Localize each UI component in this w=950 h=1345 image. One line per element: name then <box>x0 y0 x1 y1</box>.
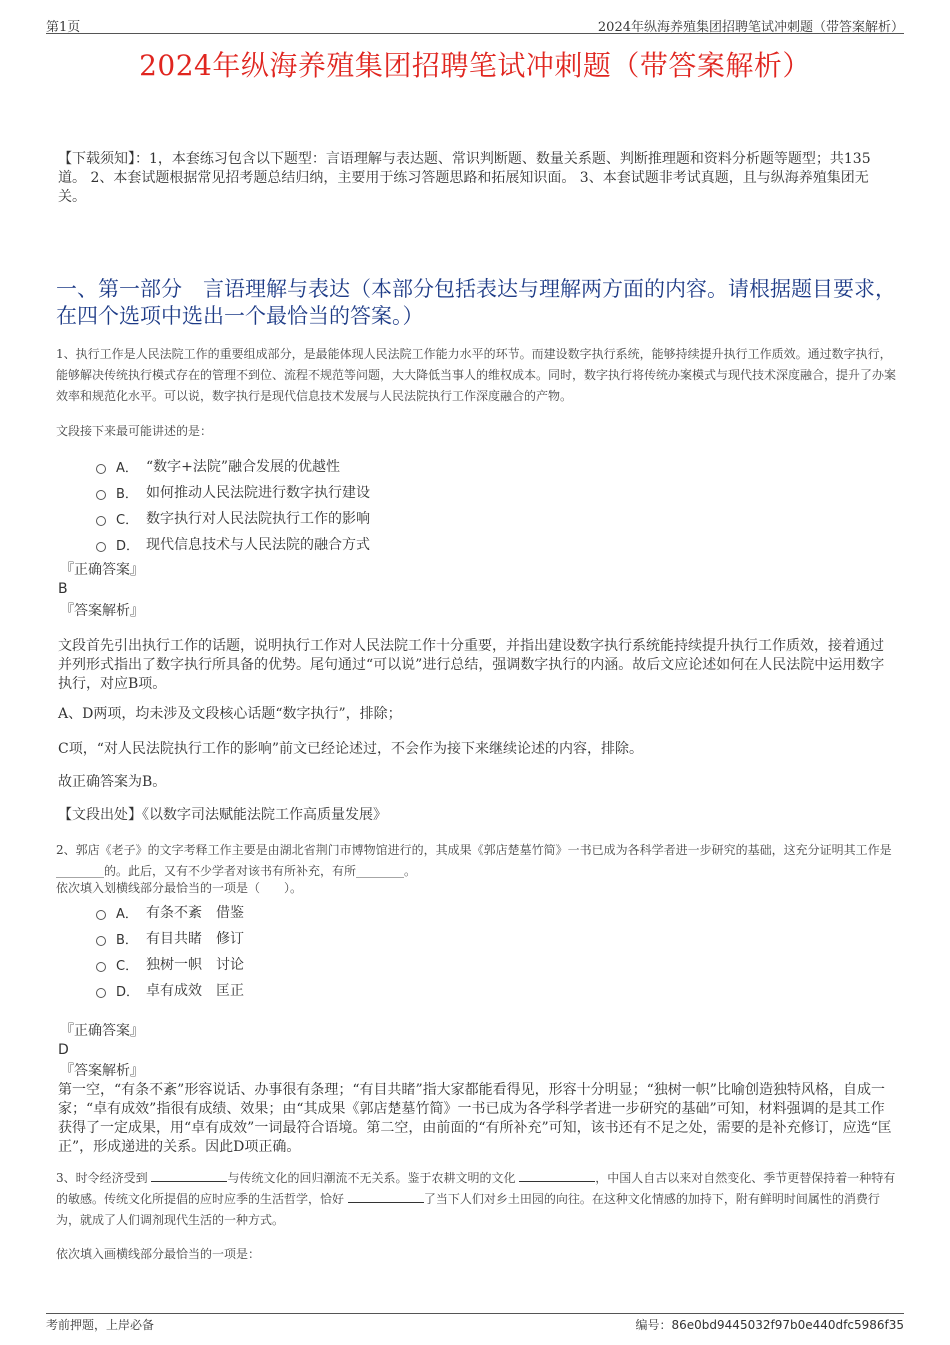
analysis-label: 『答案解析』 <box>60 1063 144 1079</box>
page-number: 第1页 <box>46 20 81 35</box>
option-c[interactable]: C． 独树一帜 讨论 <box>96 951 696 977</box>
question-3-prompt: 依次填入画横线部分最恰当的一项是： <box>56 1247 261 1261</box>
radio-icon[interactable] <box>96 936 106 946</box>
question-1-text: 1、执行工作是人民法院工作的重要组成部分，是最能体现人民法院工作能力水平的环节。而建设数字执行系统，能够持续提升执行工作质效。通过数字执行，能够解决传统执行模式存在的管理不到位、流程不规范等问题，大大降低当事人的维权成本。同时，数字执行将传统办案模式与现代技术深度融合，提升了办案效率和规范化水平。可以说，数字执行是现代信息技术发展与人民法院执行工作深度融合的产物。 <box>56 347 897 403</box>
question-3-text: 3、时令经济受到 与传统文化的回归潮流不无关系。鉴于农耕文明的文化 ，中国人自古以来对自然变化、季节更替保持着一种特有的敏感。传统文化所提倡的应时应季的生活哲学，恰好 了当下人们对乡土田园的向往。在这种文化情感的加持下，附有鲜明时间属性的消费行为，就成了人们调剂现代生活的一种方式。 <box>56 1171 896 1227</box>
analysis-label: 『答案解析』 <box>60 603 144 619</box>
radio-icon[interactable] <box>96 464 106 474</box>
answer-label: 『正确答案』 <box>60 562 144 578</box>
radio-icon[interactable] <box>96 490 106 500</box>
answer-value: B <box>58 581 68 597</box>
blank-line <box>348 1190 424 1203</box>
document-code: 编号：86e0bd9445032f97b0e440dfc5986f35 <box>635 1318 904 1332</box>
option-b[interactable]: B． 如何推动人民法院进行数字执行建设 <box>96 479 696 505</box>
question-1-prompt: 文段接下来最可能讲述的是： <box>56 424 213 438</box>
radio-icon[interactable] <box>96 516 106 526</box>
option-d[interactable]: D． 现代信息技术与人民法院的融合方式 <box>96 531 696 557</box>
question-1-options <box>96 453 696 557</box>
option-c[interactable]: C． 数字执行对人民法院执行工作的影响 <box>96 505 696 531</box>
source-citation: 【文段出处】《以数字司法赋能法院工作高质量发展》 <box>58 807 387 823</box>
answer-label: 『正确答案』 <box>60 1023 144 1039</box>
option-a[interactable]: A． “数字+法院”融合发展的优越性 <box>96 453 696 479</box>
blank-line <box>151 1169 227 1182</box>
analysis-paragraph: 故正确答案为B。 <box>58 774 167 790</box>
blank-line <box>519 1169 595 1182</box>
download-notice: 【下载须知】：1，本套练习包含以下题型：言语理解与表达题、常识判断题、数量关系题、判断推理题和资料分析题等题型；共135道。 2、本套试题根据常见招考题总结归纳，主要用于练习答题思路和拓展知识面。 3、本套试题非考试真题，且与纵海养殖集团无关。 <box>58 151 871 205</box>
answer-value: D <box>58 1042 69 1058</box>
option-b[interactable]: B． 有目共睹 修订 <box>96 925 696 951</box>
analysis-paragraph: C项，“对人民法院执行工作的影响”前文已经论述过，不会作为接下来继续论述的内容，排除。 <box>58 741 644 757</box>
footer-slogan: 考前押题，上岸必备 <box>46 1318 155 1332</box>
radio-icon[interactable] <box>96 962 106 972</box>
radio-icon[interactable] <box>96 910 106 920</box>
analysis-paragraph: A、D两项，均未涉及文段核心话题“数字执行”，排除； <box>58 706 402 722</box>
option-a[interactable]: A． 有条不紊 借鉴 <box>96 899 696 925</box>
radio-icon[interactable] <box>96 542 106 552</box>
header-title: 2024年纵海养殖集团招聘笔试冲刺题（带答案解析） <box>597 20 904 35</box>
analysis-paragraph: 文段首先引出执行工作的话题，说明执行工作对人民法院工作十分重要，并指出建设数字执行系统能持续提升执行工作质效，接着通过并列形式指出了数字执行所具备的优势。尾句通过“可以说”进行总结，强调数字执行的内涵。故后文应论述如何在人民法院中运用数字执行，对应B项。 <box>58 638 885 692</box>
radio-icon[interactable] <box>96 988 106 998</box>
analysis-paragraph: 第一空，“有条不紊”形容说话、办事很有条理；“有目共睹”指大家都能看得见，形容十分明显；“独树一帜”比喻创造独特风格，自成一家；“卓有成效”指很有成绩、效果；由“其成果《郭店楚墓竹简》一书已成为各学科学者进一步研究的基础”可知，材料强调的是其工作获得了一定成果，用“卓有成效”一词最符合语境。第二空，由前面的“有所补充”可知，该书还有不足之处，需要的是补充修订，应选“匡正”，形成递进的关系。因此D项正确。 <box>58 1082 892 1155</box>
question-2-options <box>96 899 696 1003</box>
header-divider <box>46 33 904 34</box>
document-title: 2024年纵海养殖集团招聘笔试冲刺题（带答案解析） <box>139 49 811 82</box>
question-2-prompt: 依次填入划横线部分最恰当的一项是（ ）。 <box>56 881 303 895</box>
section-heading: 一、第一部分 言语理解与表达（本部分包括表达与理解两方面的内容。请根据题目要求，在四个选项中选出一个最恰当的答案。） <box>56 277 896 328</box>
option-d[interactable]: D． 卓有成效 匡正 <box>96 977 696 1003</box>
question-2-text: 2、郭店《老子》的文字考释工作主要是由湖北省荆门市博物馆进行的，其成果《郭店楚墓竹简》一书已成为各科学者进一步研究的基础，这充分证明其工作是________的。此后，又有不少学者对该书有所补充，有所________。 <box>56 843 892 878</box>
footer-divider <box>46 1313 904 1314</box>
